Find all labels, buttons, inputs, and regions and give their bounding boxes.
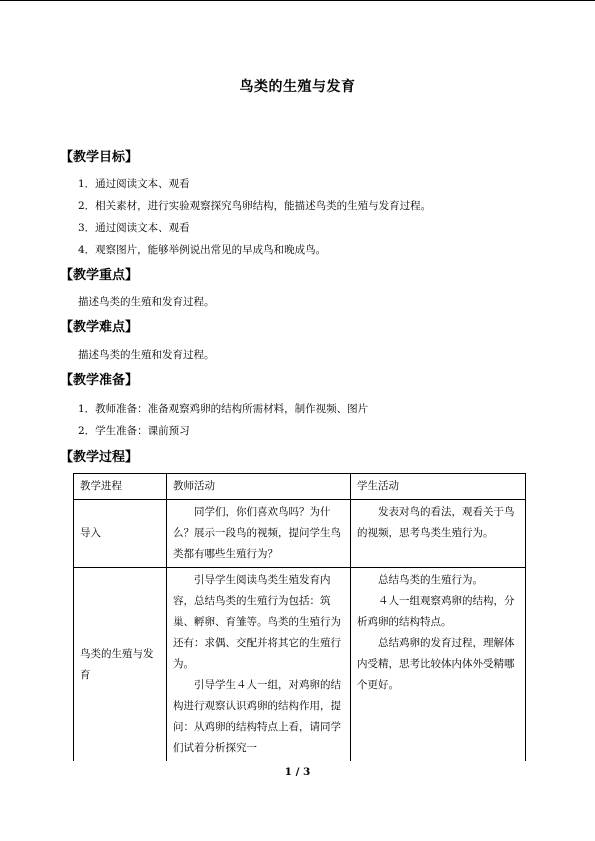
goal-item: 4．观察图片，能够举例说出常见的早成鸟和晚成鸟。 (78, 244, 327, 256)
teacher-activity-cell (167, 568, 351, 762)
difficulty-text: 描述鸟类的生殖和发育过程。 (78, 349, 215, 361)
teacher-paragraph: 同学们，你们喜欢鸟吗？为什么？展示一段鸟的视频，提问学生鸟类都有哪些生殖行为？ (173, 506, 341, 560)
stage-cell: 导入 (74, 500, 167, 568)
section-heading-prep: 【教学准备】 (60, 373, 139, 388)
process-table (73, 473, 526, 761)
goal-item: 1．通过阅读文本、观看 (78, 178, 190, 190)
section-heading-difficulty: 【教学难点】 (60, 320, 139, 335)
student-paragraph: 总结鸡卵的发育过程，理解体内受精，思考比较体内体外受精哪个更好。 (357, 637, 515, 691)
table-row (74, 568, 526, 762)
table-header-cell: 教师活动 (167, 474, 351, 500)
page-number: 1 / 3 (284, 766, 311, 778)
section-heading-goals: 【教学目标】 (60, 150, 139, 165)
teacher-paragraph: 引导学生４人一组，对鸡卵的结构进行观察认识鸡卵的结构作用，提问：从鸡卵的结构特点上看，请同学们试着分析探究一 (173, 679, 341, 754)
table-row (74, 500, 526, 568)
student-paragraph: 总结鸟类的生殖行为。 (378, 574, 483, 586)
key-point-text: 描述鸟类的生殖和发育过程。 (78, 296, 215, 308)
student-activity-cell (351, 500, 526, 568)
document-title: 鸟类的生殖与发育 (239, 79, 356, 95)
table-header-row (74, 474, 526, 500)
student-paragraph: ４人一组观察鸡卵的结构，分析鸡卵的结构特点。 (357, 595, 515, 628)
teacher-activity-cell (167, 500, 351, 568)
section-heading-key: 【教学重点】 (60, 268, 139, 283)
header-rule (0, 0, 595, 1)
goal-item: 2．相关素材，进行实验观察探究鸟卵结构，能描述鸟类的生殖与发育过程。 (78, 200, 432, 212)
student-paragraph: 发表对鸟的看法，观看关于鸟的视频，思考鸟类生殖行为。 (357, 506, 515, 539)
table-header-cell: 教学进程 (74, 474, 167, 500)
section-heading-process: 【教学过程】 (60, 450, 139, 465)
prep-item: 2．学生准备：课前预习 (78, 425, 190, 437)
table-header-cell: 学生活动 (351, 474, 526, 500)
stage-cell: 鸟类的生殖与发育 (74, 568, 167, 762)
prep-item: 1．教师准备：准备观察鸡卵的结构所需材料，制作视频、图片 (78, 403, 369, 415)
teacher-paragraph: 引导学生阅读鸟类生殖发育内容，总结鸟类的生殖行为包括：筑巢、孵卵、育雏等。鸟类的生殖行为还有：求偶、交配并将其它的生殖行为。 (173, 574, 341, 670)
student-activity-cell (351, 568, 526, 762)
goal-item: 3．通过阅读文本、观看 (78, 222, 190, 234)
